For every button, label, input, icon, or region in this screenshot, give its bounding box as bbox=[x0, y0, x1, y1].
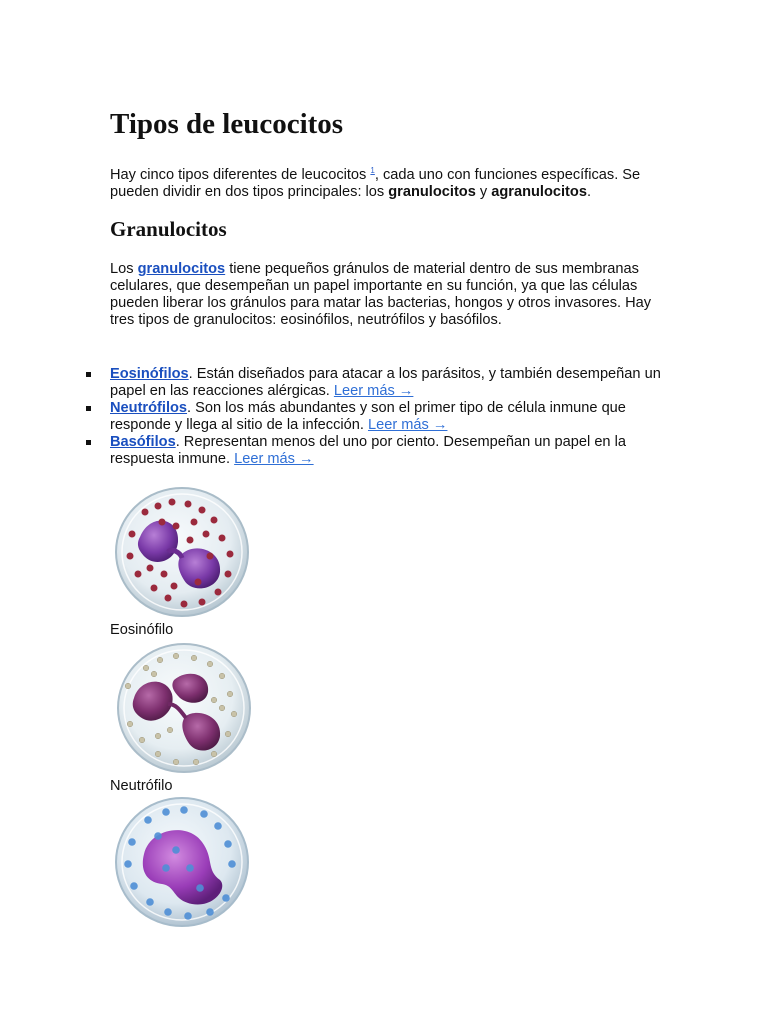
term-granulocitos: granulocitos bbox=[388, 183, 476, 200]
basophil-cell-illustration bbox=[110, 792, 260, 932]
section-heading: Granulocitos bbox=[110, 217, 227, 241]
figure-caption: Eosinófilo bbox=[110, 622, 174, 638]
list-item bbox=[110, 366, 670, 400]
term-agranulocitos: agranulocitos bbox=[491, 183, 587, 200]
intro-text-middle: , cada uno con funciones específicas. Se pueden dividir en dos tipos principales: los bbox=[110, 166, 641, 200]
list-item bbox=[110, 434, 670, 468]
granulocitos-paragraph bbox=[110, 261, 670, 329]
neutrophil-cell-illustration bbox=[110, 638, 260, 778]
page-title: Tipos de leucocitos bbox=[110, 108, 344, 140]
neutrophil-figure bbox=[110, 638, 260, 795]
basofilos-link[interactable]: Basófilos bbox=[110, 434, 176, 450]
granulocitos-link[interactable]: granulocitos bbox=[137, 261, 226, 277]
intro-paragraph bbox=[110, 162, 670, 201]
read-more-link[interactable]: Leer más → bbox=[234, 451, 314, 467]
bullet-icon bbox=[86, 372, 91, 377]
list-item-description: . Son los más abundantes y son el primer tipo de célula inmune que responde y llega al sitio de la infección. bbox=[110, 400, 626, 433]
eosinofilos-link[interactable]: Eosinófilos bbox=[110, 366, 189, 382]
list-item-description: . Representan menos del uno por ciento. Desempeñan un papel en la respuesta inmune. bbox=[110, 434, 626, 467]
basophil-figure bbox=[110, 792, 260, 932]
bullet-icon bbox=[86, 440, 91, 445]
neutrofilos-link[interactable]: Neutrófilos bbox=[110, 400, 188, 416]
bullet-icon bbox=[86, 406, 91, 411]
intro-connector: y bbox=[475, 183, 492, 200]
intro-text: Hay cinco tipos diferentes de leucocitos bbox=[110, 166, 371, 183]
read-more-link[interactable]: Leer más → bbox=[333, 383, 414, 399]
list-item-description: . Están diseñados para atacar a los parásitos, y también desempeñan un papel en las reacciones alérgicas. bbox=[110, 366, 661, 399]
para-start: Los bbox=[110, 261, 138, 277]
read-more-link[interactable]: Leer más → bbox=[367, 417, 448, 433]
figure-caption: Neutrófilo bbox=[110, 778, 173, 794]
citation-link[interactable]: 1 bbox=[370, 166, 375, 175]
eosinophil-cell-illustration bbox=[110, 482, 260, 622]
intro-end: . bbox=[586, 183, 591, 200]
granulocyte-types-list bbox=[110, 366, 670, 468]
eosinophil-figure bbox=[110, 482, 260, 639]
list-item bbox=[110, 400, 670, 434]
para-rest: tiene pequeños gránulos de material dentro de sus membranas celulares, que desempeñan un papel importante en su función, ya que las células pueden liberar los gránulos para matar las bacterias, hongos y otros invasores. Hay tres tipos de granulocitos: eosinófilos, neutrófilos y basófilos. bbox=[110, 261, 652, 328]
